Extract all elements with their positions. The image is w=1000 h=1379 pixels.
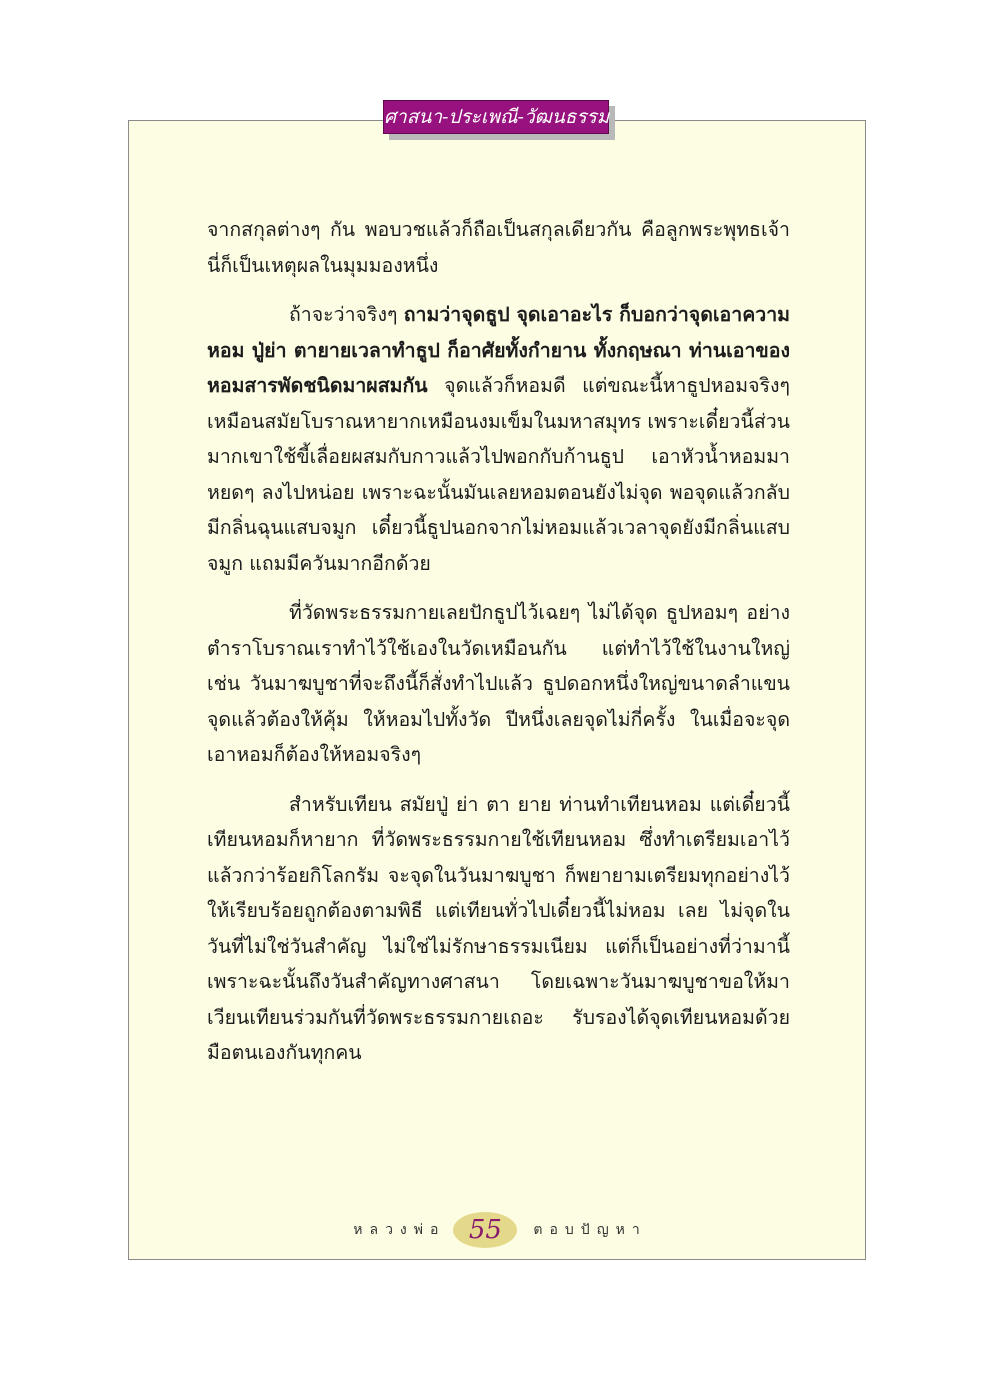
section-title: ศาสนา-ประเพณี-วัฒนธรรม (383, 100, 609, 134)
paragraph-2-intro: ถ้าจะว่าจริงๆ (289, 303, 404, 326)
paragraph-2-rest: จุดแล้วก็หอมดี แต่ขณะนี้หาธูปหอมจริงๆ เหมือนสมัยโบราณหายากเหมือนงมเข็มในมหาสมุทร เพราะเดี๋ยวนี้ส่วนมากเขาใช้ขี้เลื่อยผสมกับกาวแล้วไปพอกกับก้านธูป เอาหัวน้ำหอมมาหยดๆ ลงไปหน่อย เพราะฉะนั้นมันเลยหอมตอนยังไม่จุด พอจุดแล้วกลับมีกลิ่นฉุนแสบจมูก เดี๋ยวนี้ธูปนอกจากไม่หอมแล้วเวลาจุดยังมีกลิ่นแสบจมูก แถมมีควันมากอีกด้วย (207, 374, 791, 575)
body-text (207, 212, 790, 1071)
paragraph-4: สำหรับเทียน สมัยปู่ ย่า ตา ยาย ท่านทำเทียนหอม แต่เดี๋ยวนี้เทียนหอมก็หายาก ที่วัดพระธรรมกายใช้เทียนหอม ซึ่งทำเตรียมเอาไว้แล้วกว่าร้อยกิโลกรัม จะจุดในวันมาฆบูชา ก็พยายามเตรียมทุกอย่างไว้ให้เรียบร้อยถูกต้องตามพิธี แต่เทียนทั่วไปเดี๋ยวนี้ไม่หอม เลย ไม่จุดในวันที่ไม่ใช่วันสำคัญ ไม่ใช่ไม่รักษาธรรมเนียม แต่ก็เป็นอย่างที่ว่ามานี้ เพราะฉะนั้นถึงวันสำคัญทางศาสนา โดยเฉพาะวันมาฆบูชาขอให้มาเวียนเทียนร่วมกันที่วัดพระธรรมกายเถอะ รับรองได้จุดเทียนหอมด้วยมือตนเองกันทุกคน (207, 792, 790, 1064)
footer-book-title-left: หลวงพ่อ (353, 1222, 446, 1238)
page-number: 55 (453, 1212, 517, 1248)
paragraph-2-bold: ถามว่าจุดธูป จุดเอาอะไร ก็บอกว่าจุดเอาความหอม ปู่ย่า ตายายเวลาทำธูป ก็อาศัยทั้งกำยาน ทั้งกฤษณา ท่านเอาของหอมสารพัดชนิดมาผสมกัน (207, 303, 790, 397)
footer-book-title-right: ตอบปัญหา (533, 1222, 647, 1238)
paragraph-1: จากสกุลต่างๆ กัน พอบวชแล้วก็ถือเป็นสกุลเดียวกัน คือลูกพระพุทธเจ้า นี่ก็เป็นเหตุผลในมุมมองหนึ่ง (207, 218, 790, 277)
paragraph-3: ที่วัดพระธรรมกายเลยปักธูปไว้เฉยๆ ไม่ได้จุด ธูปหอมๆ อย่างตำราโบราณเราทำไว้ใช้เองในวัดเหมือนกัน แต่ทำไว้ใช้ในงานใหญ่ เช่น วันมาฆบูชาที่จะถึงนี้ก็สั่งทำไปแล้ว ธูปดอกหนึ่งใหญ่ขนาดลำแขน จุดแล้วต้องให้คุ้ม ให้หอมไปทั้งวัด ปีหนึ่งเลยจุดไม่กี่ครั้ง ในเมื่อจะจุดเอาหอมก็ต้องให้หอมจริงๆ (207, 601, 790, 766)
paragraph-2 (207, 297, 790, 581)
page-footer (0, 1212, 1000, 1252)
